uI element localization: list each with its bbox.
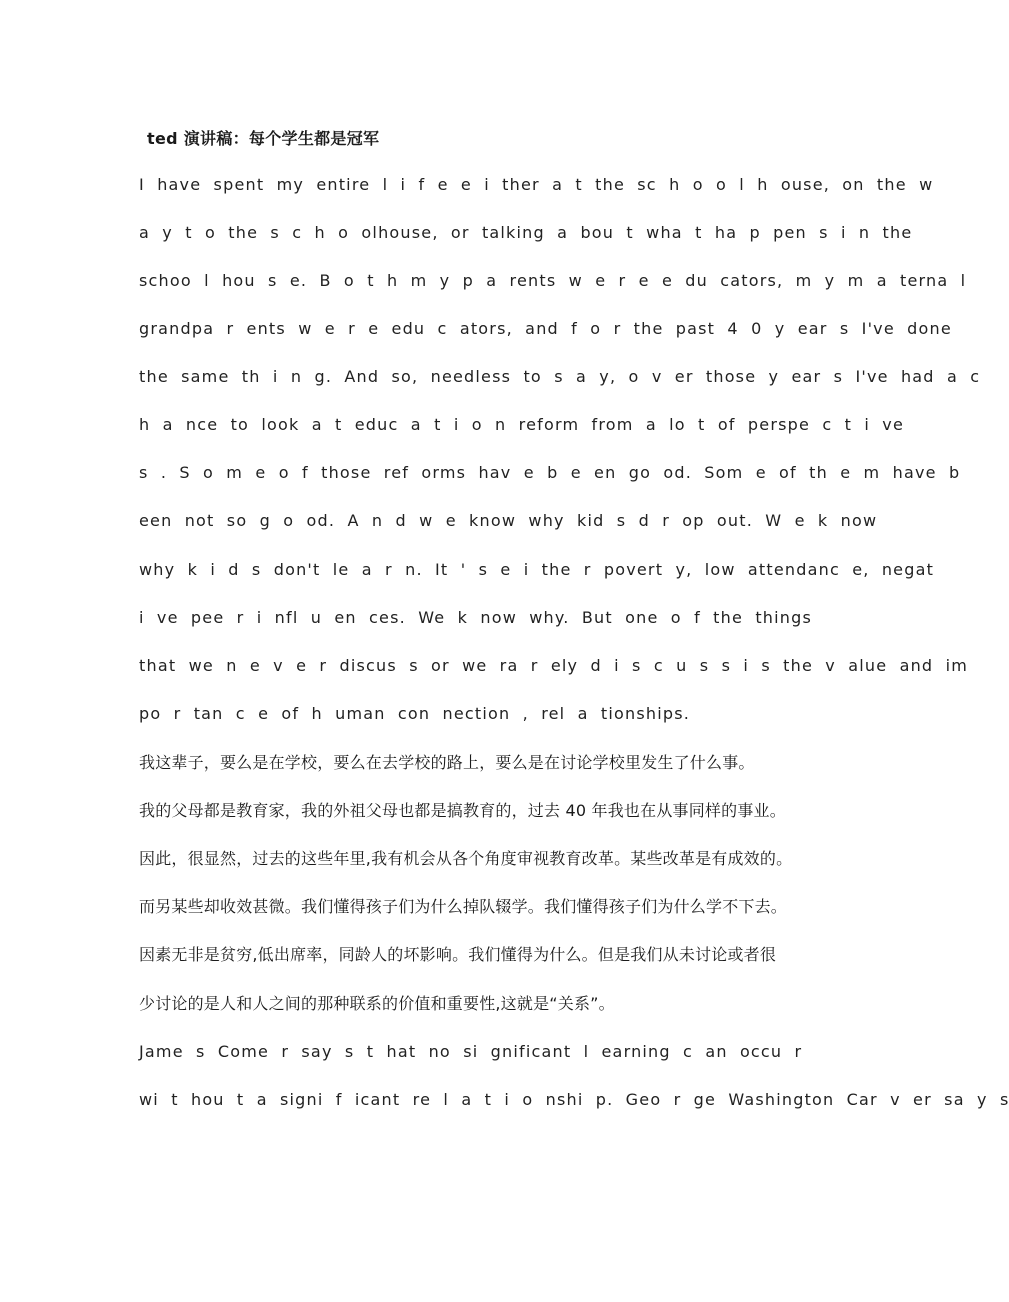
english-paragraph-1-line: i ve pee r i nfl u en ces. We k now why. But one o f the things — [139, 608, 813, 627]
chinese-paragraph-line: 少讨论的是人和人之间的那种联系的价值和重要性,这就是“关系”。 — [139, 994, 615, 1013]
english-paragraph-1-line: a y t o the s c h o olhouse, or talking a bou t wha t ha p pen s i n the — [139, 223, 913, 242]
english-paragraph-1-line: po r tan c e of h uman con nection , rel a tionships. — [139, 704, 691, 723]
english-paragraph-1-line: h a nce to look a t educ a t i o n reform from a lo t of perspe c t i ve — [139, 415, 905, 434]
english-paragraph-1-line: I have spent my entire l i f e e i ther a t the sc h o o l h ouse, on the w — [139, 175, 934, 194]
english-paragraph-1-line: grandpa r ents w e r e edu c ators, and f o r the past 4 0 y ear s I've done — [139, 319, 952, 338]
chinese-paragraph-line: 因素无非是贫穷,低出席率，同龄人的坏影响。我们懂得为什么。但是我们从未讨论或者很 — [139, 945, 777, 964]
english-paragraph-2-line: wi t hou t a signi f icant re l a t i o nshi p. Geo r ge Washington Car v er sa y s — [139, 1090, 1009, 1109]
document-title: ted 演讲稿：每个学生都是冠军 — [147, 129, 380, 148]
chinese-paragraph-line: 我的父母都是教育家，我的外祖父母也都是搞教育的，过去 40 年我也在从事同样的事业。 — [139, 801, 786, 820]
chinese-paragraph-line: 而另某些却收效甚微。我们懂得孩子们为什么掉队辍学。我们懂得孩子们为什么学不下去。 — [139, 897, 788, 916]
english-paragraph-1-line: why k i d s don't le a r n. It ' s e i the r povert y, low attendanc e, negat — [139, 560, 935, 579]
english-paragraph-2-line: Jame s Come r say s t hat no si gnificant l earning c an occu r — [139, 1042, 803, 1061]
english-paragraph-1-line: that we n e v e r discus s or we ra r ely d i s c u s s i s the v alue and im — [139, 656, 969, 675]
english-paragraph-1-line: the same th i n g. And so, needless to s a y, o v er those y ear s I've had a c — [139, 367, 981, 386]
english-paragraph-1-line: s . S o m e o f those ref orms hav e b e en go od. Som e of th e m have b — [139, 463, 961, 482]
chinese-paragraph-line: 我这辈子，要么是在学校，要么在去学校的路上，要么是在讨论学校里发生了什么事。 — [139, 753, 755, 772]
english-paragraph-1-line: een not so g o od. A n d w e know why kid s d r op out. W e k now — [139, 511, 878, 530]
english-paragraph-1-line: schoo l hou s e. B o t h m y p a rents w e r e e du cators, m y m a terna l — [139, 271, 967, 290]
chinese-paragraph-line: 因此，很显然，过去的这些年里,我有机会从各个角度审视教育改革。某些改革是有成效的。 — [139, 849, 793, 868]
